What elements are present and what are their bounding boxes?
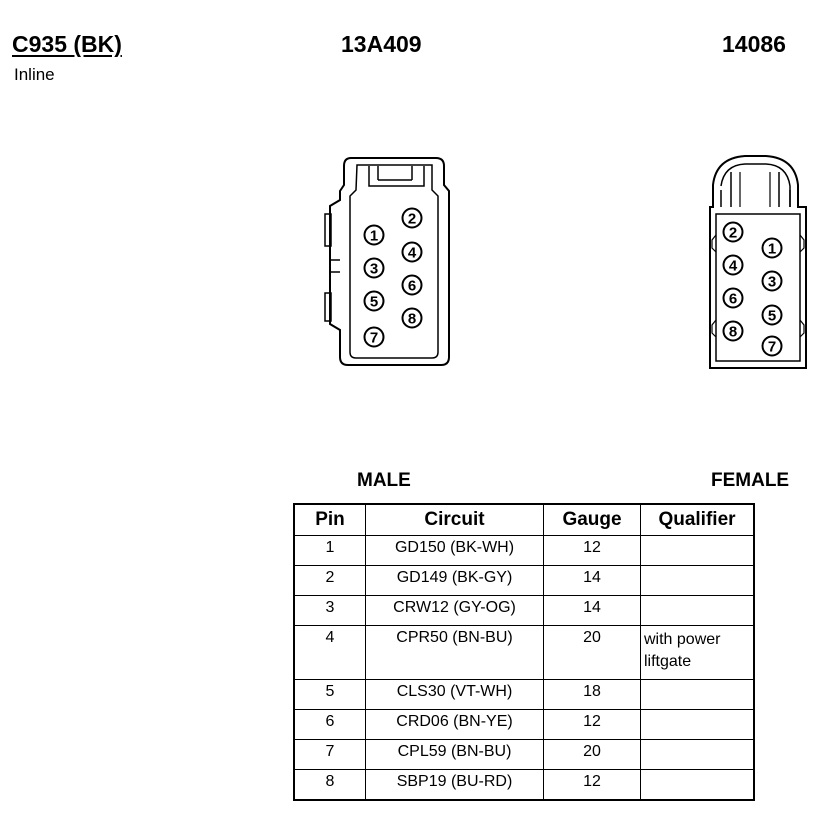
pin-number-label: 5: [369, 293, 379, 311]
pin-number-label: 2: [407, 210, 417, 228]
qualifier-cell: [641, 596, 755, 626]
qualifier-cell: [641, 740, 755, 770]
gauge-cell: 12: [544, 536, 641, 566]
male-view-label: MALE: [357, 470, 411, 491]
table-row: [294, 626, 754, 680]
table-row: [294, 536, 754, 566]
qualifier-cell: [641, 680, 755, 710]
circuit-cell: CRD06 (BN-YE): [366, 710, 544, 740]
pin-number-label: 6: [407, 277, 417, 295]
gauge-cell: 20: [544, 626, 641, 680]
pin-cell: 2: [294, 566, 366, 596]
pin-number-label: 7: [767, 338, 777, 356]
qualifier-cell: with power liftgate: [641, 626, 755, 680]
part-number-2: 14086: [722, 31, 786, 57]
col-qualifier-header: Qualifier: [641, 504, 755, 536]
qualifier-cell: [641, 566, 755, 596]
col-pin-header: Pin: [294, 504, 366, 536]
location-label: Inline: [14, 65, 55, 84]
circuit-cell: GD150 (BK-WH): [366, 536, 544, 566]
pin-cell: 1: [294, 536, 366, 566]
female-pins: [724, 223, 782, 356]
qualifier-cell: [641, 770, 755, 801]
female-view-label: FEMALE: [711, 470, 790, 491]
table-row: [294, 740, 754, 770]
pin-number-label: 7: [369, 329, 379, 347]
pin-number-label: 5: [767, 307, 777, 325]
table-header-row: [294, 504, 754, 536]
table-row: [294, 710, 754, 740]
pin-number-label: 1: [369, 227, 379, 245]
circuit-cell: SBP19 (BU-RD): [366, 770, 544, 801]
pin-cell: 4: [294, 626, 366, 680]
pin-cell: 7: [294, 740, 366, 770]
pin-number-label: 3: [767, 273, 777, 291]
pin-number-label: 6: [728, 290, 738, 308]
qualifier-cell: [641, 536, 755, 566]
gauge-cell: 12: [544, 710, 641, 740]
pin-number-label: 4: [407, 244, 417, 262]
qualifier-cell: [641, 710, 755, 740]
gauge-cell: 14: [544, 596, 641, 626]
pin-number-label: 8: [728, 323, 738, 341]
pin-cell: 5: [294, 680, 366, 710]
pin-number-label: 3: [369, 260, 379, 278]
male-connector-outline: [325, 158, 449, 365]
gauge-cell: 18: [544, 680, 641, 710]
pin-number-label: 4: [728, 257, 738, 275]
pin-cell: 6: [294, 710, 366, 740]
circuit-cell: CPR50 (BN-BU): [366, 626, 544, 680]
pin-cell: 8: [294, 770, 366, 801]
pin-number-label: 1: [767, 240, 777, 258]
connector-id: C935 (BK): [12, 31, 122, 57]
table-row: [294, 770, 754, 801]
pin-number-label: 8: [407, 310, 417, 328]
circuit-cell: CPL59 (BN-BU): [366, 740, 544, 770]
table-row: [294, 566, 754, 596]
circuit-cell: CLS30 (VT-WH): [366, 680, 544, 710]
male-pins: [365, 209, 422, 347]
pin-cell: 3: [294, 596, 366, 626]
table-row: [294, 680, 754, 710]
col-circuit-header: Circuit: [366, 504, 544, 536]
circuit-cell: GD149 (BK-GY): [366, 566, 544, 596]
table-row: [294, 596, 754, 626]
col-gauge-header: Gauge: [544, 504, 641, 536]
circuit-cell: CRW12 (GY-OG): [366, 596, 544, 626]
gauge-cell: 14: [544, 566, 641, 596]
pin-number-label: 2: [728, 224, 738, 242]
gauge-cell: 12: [544, 770, 641, 801]
gauge-cell: 20: [544, 740, 641, 770]
pinout-table: [293, 503, 755, 801]
part-number-1: 13A409: [341, 31, 422, 57]
